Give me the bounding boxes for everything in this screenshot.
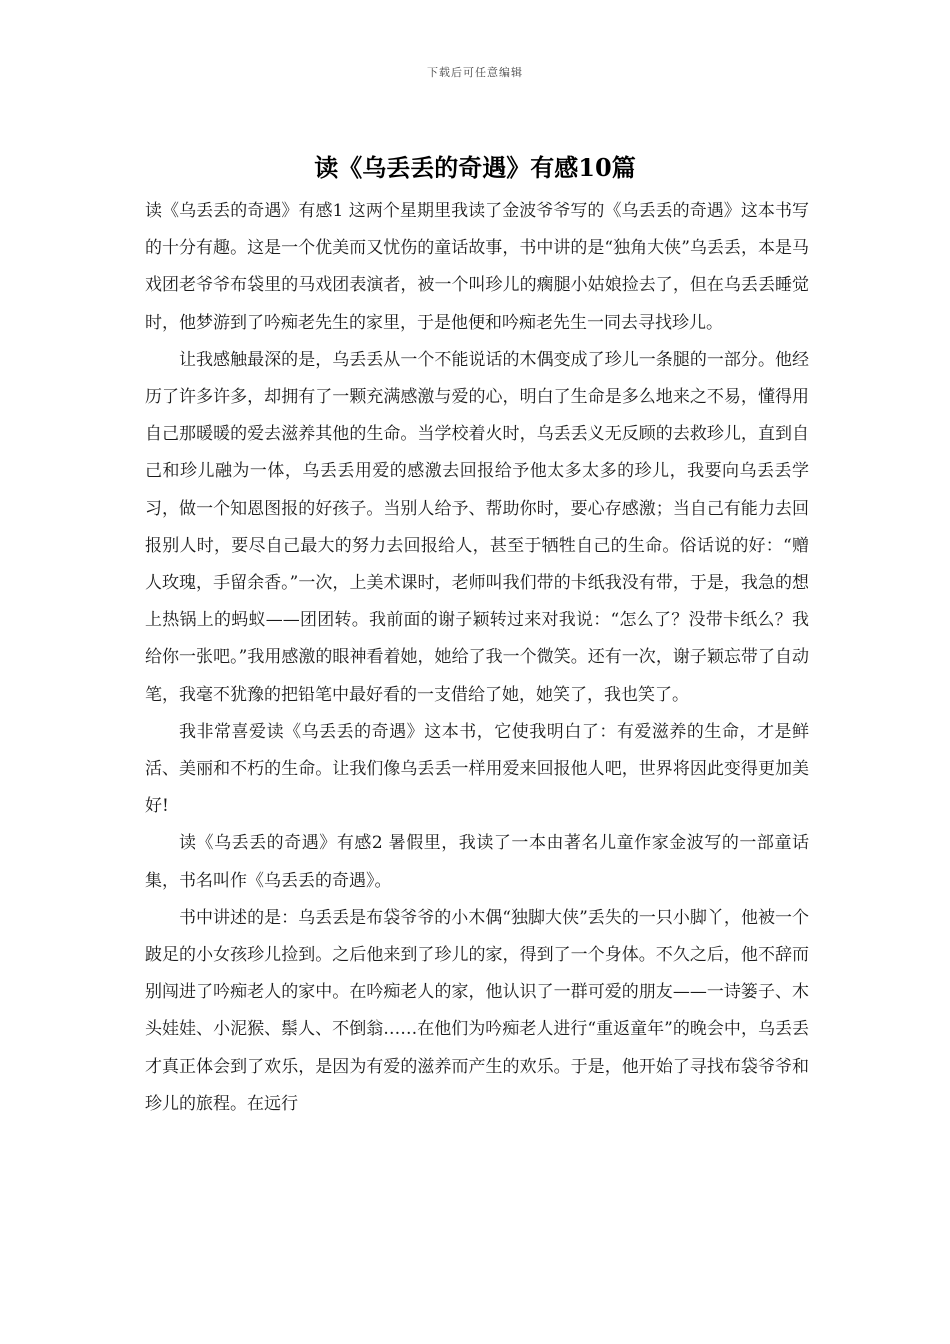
document-title: 读《乌丢丢的奇遇》有感10篇 [314,153,636,182]
paragraph: 读《乌丢丢的奇遇》有感2 暑假里，我读了一本由著名儿童作家金波写的一部童话集，书名叫作《乌丢丢的奇遇》。 [145,833,809,891]
document-body [145,193,809,1123]
paragraph: 书中讲述的是：乌丢丢是布袋爷爷的小木偶“独脚大侠”丢失的一只小脚丫，他被一个跛足的小女孩珍儿捡到。之后他来到了珍儿的家，得到了一个身体。不久之后，他不辞而别闯进了吟痴老人的家中。在吟痴老人的家，他认识了一群可爱的朋友——一诗篓子、木头娃娃、小泥猴、鬃人、不倒翁……在他们为吟痴老人进行“重返童年”的晚会中，乌丢丢才真正体会到了欢乐，是因为有爱的滋养而产生的欢乐。于是，他开始了寻找布袋爷爷和珍儿的旅程。在远行 [145,907,809,1114]
paragraph: 读《乌丢丢的奇遇》有感1 这两个星期里我读了金波爷爷写的《乌丢丢的奇遇》这本书写的十分有趣。这是一个优美而又忧伤的童话故事，书中讲的是“独角大侠”乌丢丢，本是马戏团老爷爷布袋里的马戏团表演者，被一个叫珍儿的瘸腿小姑娘捡去了，但在乌丢丢睡觉时，他梦游到了吟痴老先生的家里，于是他便和吟痴老先生一同去寻找珍儿。 [145,201,809,333]
header-note: 下载后可任意编辑 [427,66,523,79]
paragraph: 我非常喜爱读《乌丢丢的奇遇》这本书，它使我明白了：有爱滋养的生命，才是鲜活、美丽和不朽的生命。让我们像乌丢丢一样用爱来回报他人吧，世界将因此变得更加美好! [145,721,809,817]
paragraph: 让我感触最深的是，乌丢丢从一个不能说话的木偶变成了珍儿一条腿的一部分。他经历了许多许多，却拥有了一颗充满感激与爱的心，明白了生命是多么地来之不易，懂得用自己那暖暖的爱去滋养其他的生命。当学校着火时，乌丢丢义无反顾的去救珍儿，直到自己和珍儿融为一体，乌丢丢用爱的感激去回报给予他太多太多的珍儿，我要向乌丢丢学习，做一个知恩图报的好孩子。当别人给予、帮助你时，要心存感激；当自己有能力去回报别人时，要尽自己最大的努力去回报给人，甚至于牺牲自己的生命。俗话说的好：“赠人玫瑰，手留余香。”一次，上美术课时，老师叫我们带的卡纸我没有带，于是，我急的想上热锅上的蚂蚁——团团转。我前面的谢子颖转过来对我说：“怎么了？没带卡纸么？我给你一张吧。”我用感激的眼神看着她，她给了我一个微笑。还有一次，谢子颖忘带了自动笔，我毫不犹豫的把铅笔中最好看的一支借给了她，她笑了，我也笑了。 [145,349,809,705]
